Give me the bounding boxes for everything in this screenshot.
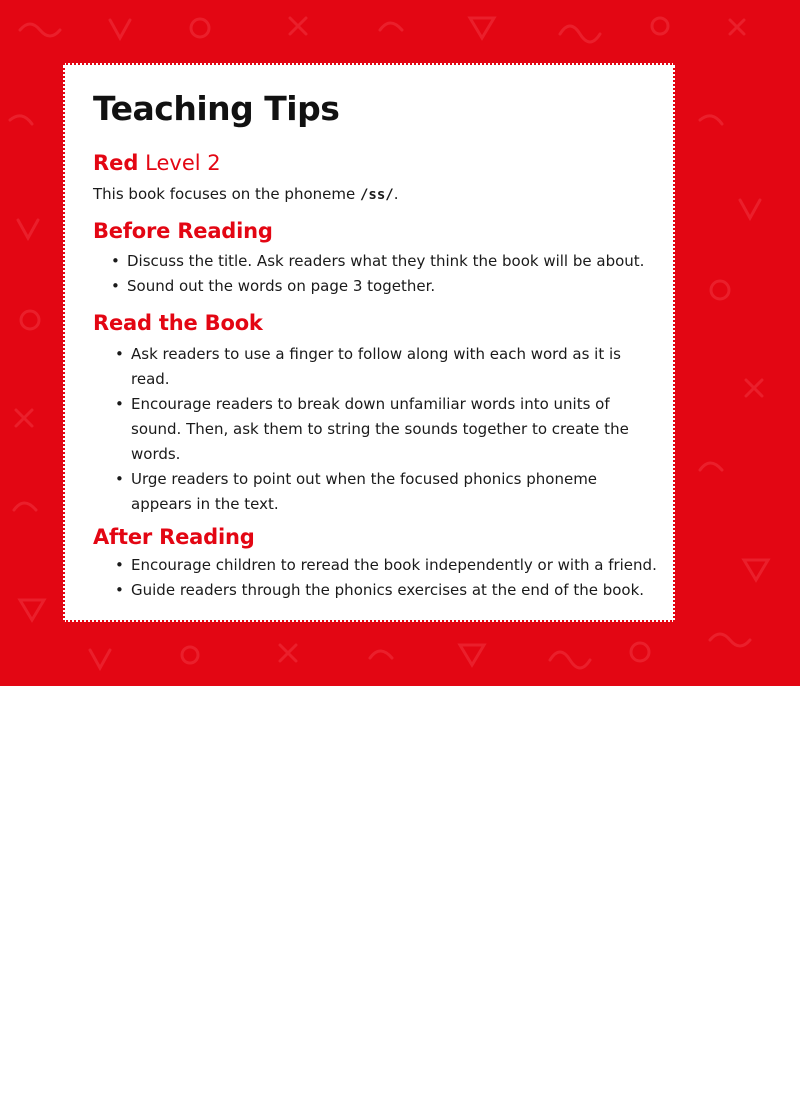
list-item: • Urge readers to point out when the focused phonics phoneme appears in the text. <box>113 467 631 517</box>
read-the-book-list <box>113 342 631 517</box>
list-item: • Ask readers to use a finger to follow along with each word as it is read. <box>113 342 631 392</box>
list-item: • Encourage children to reread the book independently or with a friend. <box>113 553 657 578</box>
list-item: • Guide readers through the phonics exercises at the end of the book. <box>113 578 657 603</box>
phoneme: /ss/ <box>359 187 394 203</box>
phoneme-focus <box>93 185 398 203</box>
level-color-word: Red <box>93 151 139 175</box>
page-title: Teaching Tips <box>93 89 340 128</box>
after-reading-heading: After Reading <box>93 525 255 549</box>
teaching-tips-card <box>63 63 675 622</box>
before-reading-heading: Before Reading <box>93 219 273 243</box>
list-item: • Discuss the title. Ask readers what they think the book will be about. <box>109 249 644 274</box>
before-reading-list <box>109 249 644 299</box>
list-item: • Sound out the words on page 3 together. <box>109 274 644 299</box>
after-reading-list <box>113 553 657 603</box>
level-number: Level 2 <box>145 151 221 175</box>
focus-suffix: . <box>393 185 399 203</box>
level-label <box>93 151 221 175</box>
list-item: • Encourage readers to break down unfamiliar words into units of sound. Then, ask them to string the sounds together to create the words. <box>113 392 631 467</box>
focus-prefix: This book focuses on the phoneme <box>93 185 360 203</box>
read-the-book-heading: Read the Book <box>93 311 263 335</box>
